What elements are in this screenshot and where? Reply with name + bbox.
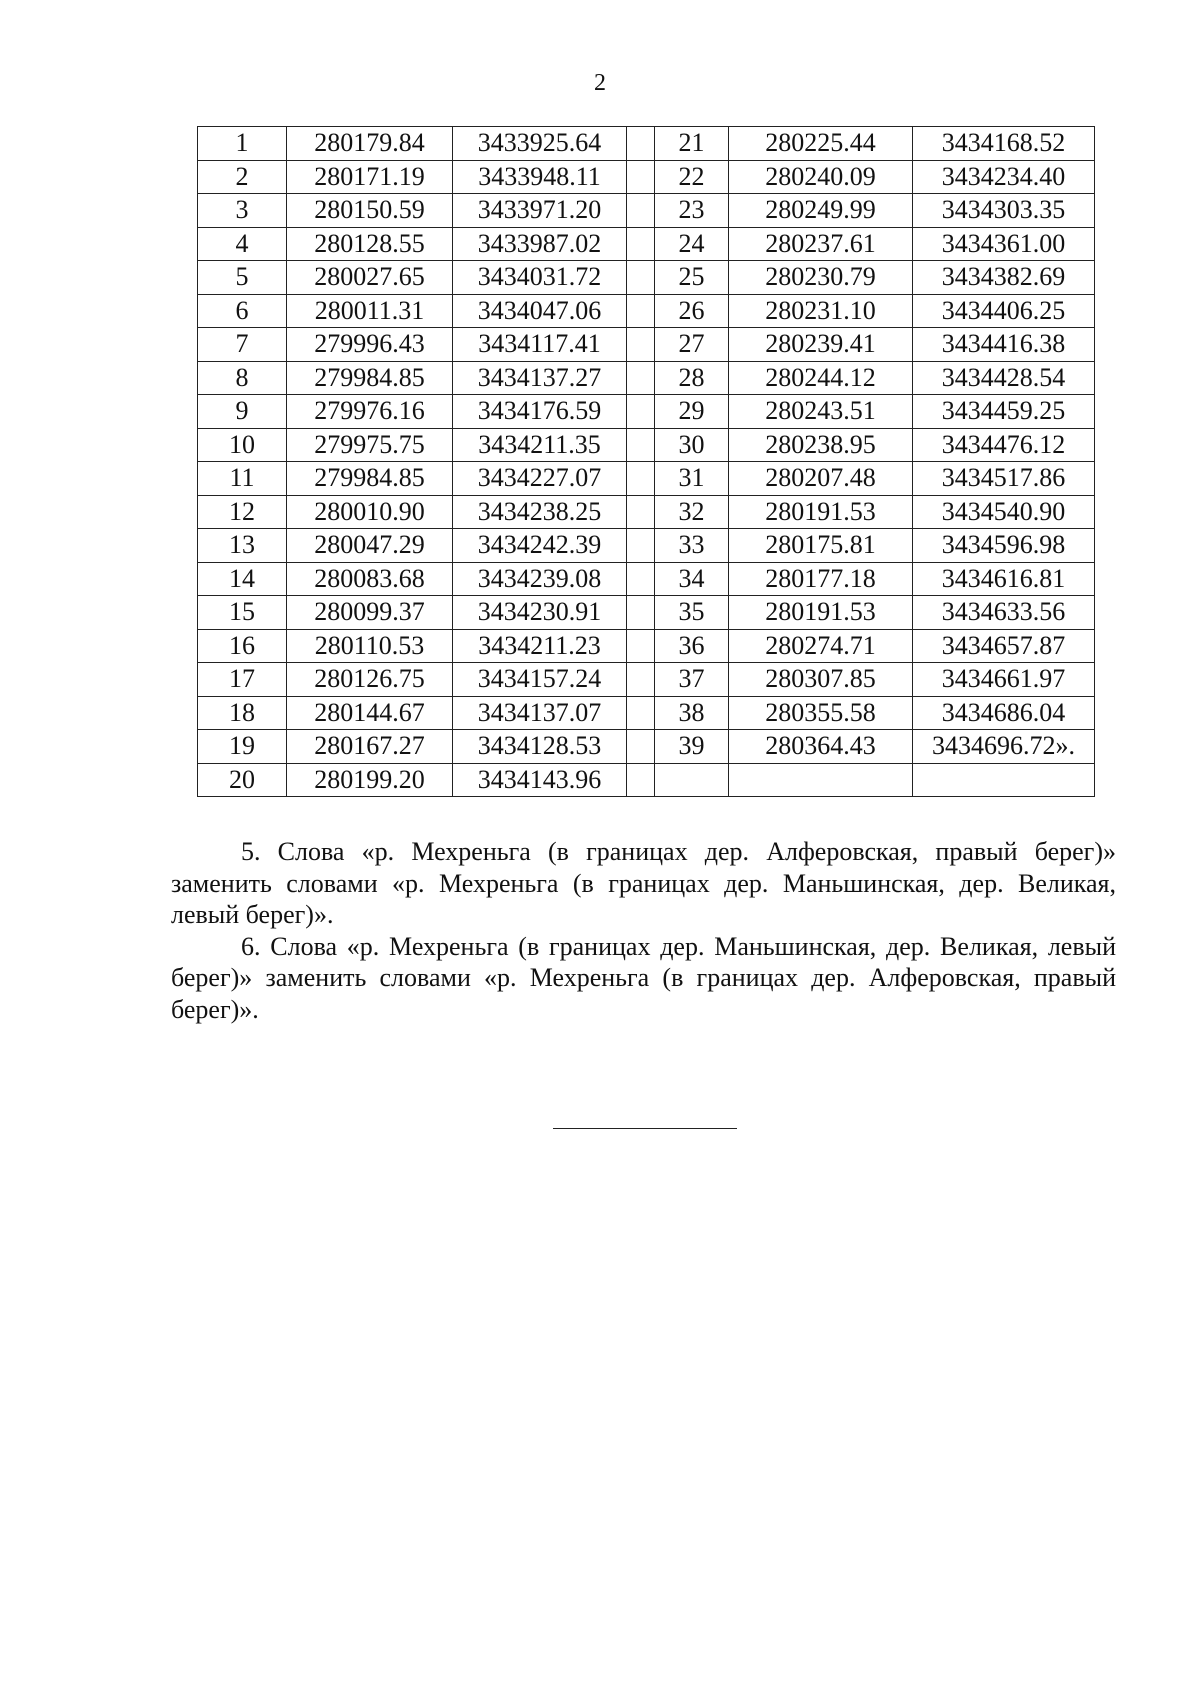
x-coordinate-cell: 280239.41 xyxy=(729,328,913,362)
point-number-cell: 4 xyxy=(198,227,287,261)
y-coordinate-cell: 3434242.39 xyxy=(453,529,627,563)
spacer-cell xyxy=(627,462,655,496)
spacer-cell xyxy=(627,763,655,797)
point-number-cell: 5 xyxy=(198,261,287,295)
x-coordinate-cell: 280191.53 xyxy=(729,495,913,529)
x-coordinate-cell: 280128.55 xyxy=(287,227,453,261)
x-coordinate-cell: 280243.51 xyxy=(729,395,913,429)
spacer-cell xyxy=(627,294,655,328)
point-number-cell xyxy=(655,763,729,797)
spacer-cell xyxy=(627,261,655,295)
table-row xyxy=(198,529,1095,563)
point-number-cell: 26 xyxy=(655,294,729,328)
x-coordinate-cell: 280177.18 xyxy=(729,562,913,596)
table-row xyxy=(198,763,1095,797)
point-number-cell: 31 xyxy=(655,462,729,496)
point-number-cell: 14 xyxy=(198,562,287,596)
x-coordinate-cell: 280110.53 xyxy=(287,629,453,663)
table-row xyxy=(198,696,1095,730)
y-coordinate-cell: 3434696.72». xyxy=(913,730,1095,764)
coordinates-table-body xyxy=(198,127,1095,797)
y-coordinate-cell: 3434143.96 xyxy=(453,763,627,797)
table-row xyxy=(198,194,1095,228)
point-number-cell: 33 xyxy=(655,529,729,563)
y-coordinate-cell: 3434382.69 xyxy=(913,261,1095,295)
point-number-cell: 9 xyxy=(198,395,287,429)
spacer-cell xyxy=(627,127,655,161)
table-row xyxy=(198,328,1095,362)
point-number-cell: 30 xyxy=(655,428,729,462)
table-row xyxy=(198,495,1095,529)
point-number-cell: 8 xyxy=(198,361,287,395)
spacer-cell xyxy=(627,596,655,630)
x-coordinate-cell: 280144.67 xyxy=(287,696,453,730)
x-coordinate-cell: 280231.10 xyxy=(729,294,913,328)
point-number-cell: 38 xyxy=(655,696,729,730)
point-number-cell: 13 xyxy=(198,529,287,563)
point-number-cell: 2 xyxy=(198,160,287,194)
y-coordinate-cell: 3434239.08 xyxy=(453,562,627,596)
y-coordinate-cell: 3434211.23 xyxy=(453,629,627,663)
y-coordinate-cell: 3434361.00 xyxy=(913,227,1095,261)
spacer-cell xyxy=(627,328,655,362)
point-number-cell: 36 xyxy=(655,629,729,663)
y-coordinate-cell: 3434137.27 xyxy=(453,361,627,395)
point-number-cell: 1 xyxy=(198,127,287,161)
x-coordinate-cell: 280307.85 xyxy=(729,663,913,697)
y-coordinate-cell: 3434459.25 xyxy=(913,395,1095,429)
table-row xyxy=(198,294,1095,328)
y-coordinate-cell: 3434230.91 xyxy=(453,596,627,630)
point-number-cell: 17 xyxy=(198,663,287,697)
page-number: 2 xyxy=(594,70,606,96)
y-coordinate-cell: 3434540.90 xyxy=(913,495,1095,529)
x-coordinate-cell: 280249.99 xyxy=(729,194,913,228)
point-number-cell: 34 xyxy=(655,562,729,596)
spacer-cell xyxy=(627,361,655,395)
y-coordinate-cell: 3434137.07 xyxy=(453,696,627,730)
table-row xyxy=(198,227,1095,261)
point-number-cell: 19 xyxy=(198,730,287,764)
spacer-cell xyxy=(627,227,655,261)
y-coordinate-cell: 3434168.52 xyxy=(913,127,1095,161)
y-coordinate-cell: 3434031.72 xyxy=(453,261,627,295)
y-coordinate-cell: 3434227.07 xyxy=(453,462,627,496)
y-coordinate-cell xyxy=(913,763,1095,797)
y-coordinate-cell: 3434596.98 xyxy=(913,529,1095,563)
table-row xyxy=(198,663,1095,697)
table-row xyxy=(198,596,1095,630)
x-coordinate-cell: 280207.48 xyxy=(729,462,913,496)
point-number-cell: 21 xyxy=(655,127,729,161)
x-coordinate-cell: 280191.53 xyxy=(729,596,913,630)
table-row xyxy=(198,562,1095,596)
y-coordinate-cell: 3433971.20 xyxy=(453,194,627,228)
spacer-cell xyxy=(627,696,655,730)
table-row xyxy=(198,361,1095,395)
y-coordinate-cell: 3434303.35 xyxy=(913,194,1095,228)
y-coordinate-cell: 3434616.81 xyxy=(913,562,1095,596)
spacer-cell xyxy=(627,529,655,563)
y-coordinate-cell: 3434428.54 xyxy=(913,361,1095,395)
point-number-cell: 18 xyxy=(198,696,287,730)
point-number-cell: 12 xyxy=(198,495,287,529)
x-coordinate-cell: 280199.20 xyxy=(287,763,453,797)
y-coordinate-cell: 3434047.06 xyxy=(453,294,627,328)
point-number-cell: 25 xyxy=(655,261,729,295)
x-coordinate-cell: 280244.12 xyxy=(729,361,913,395)
point-number-cell: 7 xyxy=(198,328,287,362)
x-coordinate-cell: 280237.61 xyxy=(729,227,913,261)
point-number-cell: 3 xyxy=(198,194,287,228)
point-number-cell: 23 xyxy=(655,194,729,228)
x-coordinate-cell: 280150.59 xyxy=(287,194,453,228)
x-coordinate-cell: 280179.84 xyxy=(287,127,453,161)
table-row xyxy=(198,127,1095,161)
spacer-cell xyxy=(627,730,655,764)
y-coordinate-cell: 3434238.25 xyxy=(453,495,627,529)
paragraph-5: 5. Слова «р. Мехреньга (в границах дер. Алферовская, правый берег)» заменить словами «р. Мехреньга (в границах дер. Маньшинская, дер. Великая, левый берег)». xyxy=(171,837,1116,929)
x-coordinate-cell: 280355.58 xyxy=(729,696,913,730)
x-coordinate-cell: 279976.16 xyxy=(287,395,453,429)
spacer-cell xyxy=(627,663,655,697)
x-coordinate-cell: 280171.19 xyxy=(287,160,453,194)
table-row xyxy=(198,395,1095,429)
spacer-cell xyxy=(627,395,655,429)
y-coordinate-cell: 3433987.02 xyxy=(453,227,627,261)
table-row xyxy=(198,629,1095,663)
x-coordinate-cell: 280083.68 xyxy=(287,562,453,596)
x-coordinate-cell: 279996.43 xyxy=(287,328,453,362)
coordinates-table xyxy=(197,126,1095,797)
x-coordinate-cell: 280274.71 xyxy=(729,629,913,663)
end-divider-line xyxy=(553,1128,737,1129)
point-number-cell: 6 xyxy=(198,294,287,328)
x-coordinate-cell: 280126.75 xyxy=(287,663,453,697)
table-row xyxy=(198,160,1095,194)
spacer-cell xyxy=(627,428,655,462)
point-number-cell: 37 xyxy=(655,663,729,697)
x-coordinate-cell: 280047.29 xyxy=(287,529,453,563)
x-coordinate-cell xyxy=(729,763,913,797)
point-number-cell: 16 xyxy=(198,629,287,663)
spacer-cell xyxy=(627,160,655,194)
x-coordinate-cell: 280027.65 xyxy=(287,261,453,295)
spacer-cell xyxy=(627,194,655,228)
y-coordinate-cell: 3433948.11 xyxy=(453,160,627,194)
x-coordinate-cell: 280238.95 xyxy=(729,428,913,462)
x-coordinate-cell: 280175.81 xyxy=(729,529,913,563)
x-coordinate-cell: 279984.85 xyxy=(287,462,453,496)
y-coordinate-cell: 3434176.59 xyxy=(453,395,627,429)
y-coordinate-cell: 3434211.35 xyxy=(453,428,627,462)
y-coordinate-cell: 3434657.87 xyxy=(913,629,1095,663)
point-number-cell: 15 xyxy=(198,596,287,630)
x-coordinate-cell: 280099.37 xyxy=(287,596,453,630)
y-coordinate-cell: 3434517.86 xyxy=(913,462,1095,496)
x-coordinate-cell: 280010.90 xyxy=(287,495,453,529)
y-coordinate-cell: 3433925.64 xyxy=(453,127,627,161)
table-row xyxy=(198,428,1095,462)
x-coordinate-cell: 279984.85 xyxy=(287,361,453,395)
paragraph-6: 6. Слова «р. Мехреньга (в границах дер. Маньшинская, дер. Великая, левый берег)» заменить словами «р. Мехреньга (в границах дер. Алферовская, правый берег)». xyxy=(171,931,1116,1024)
y-coordinate-cell: 3434117.41 xyxy=(453,328,627,362)
spacer-cell xyxy=(627,495,655,529)
point-number-cell: 39 xyxy=(655,730,729,764)
table-row xyxy=(198,261,1095,295)
y-coordinate-cell: 3434406.25 xyxy=(913,294,1095,328)
y-coordinate-cell: 3434661.97 xyxy=(913,663,1095,697)
point-number-cell: 10 xyxy=(198,428,287,462)
y-coordinate-cell: 3434416.38 xyxy=(913,328,1095,362)
y-coordinate-cell: 3434157.24 xyxy=(453,663,627,697)
spacer-cell xyxy=(627,562,655,596)
amendment-paragraphs xyxy=(171,836,1116,1025)
point-number-cell: 35 xyxy=(655,596,729,630)
y-coordinate-cell: 3434633.56 xyxy=(913,596,1095,630)
point-number-cell: 32 xyxy=(655,495,729,529)
point-number-cell: 24 xyxy=(655,227,729,261)
point-number-cell: 22 xyxy=(655,160,729,194)
point-number-cell: 27 xyxy=(655,328,729,362)
point-number-cell: 28 xyxy=(655,361,729,395)
y-coordinate-cell: 3434234.40 xyxy=(913,160,1095,194)
x-coordinate-cell: 280011.31 xyxy=(287,294,453,328)
y-coordinate-cell: 3434686.04 xyxy=(913,696,1095,730)
x-coordinate-cell: 280240.09 xyxy=(729,160,913,194)
table-row xyxy=(198,462,1095,496)
point-number-cell: 29 xyxy=(655,395,729,429)
table-row xyxy=(198,730,1095,764)
x-coordinate-cell: 280225.44 xyxy=(729,127,913,161)
point-number-cell: 20 xyxy=(198,763,287,797)
x-coordinate-cell: 279975.75 xyxy=(287,428,453,462)
x-coordinate-cell: 280364.43 xyxy=(729,730,913,764)
x-coordinate-cell: 280230.79 xyxy=(729,261,913,295)
point-number-cell: 11 xyxy=(198,462,287,496)
x-coordinate-cell: 280167.27 xyxy=(287,730,453,764)
spacer-cell xyxy=(627,629,655,663)
y-coordinate-cell: 3434476.12 xyxy=(913,428,1095,462)
y-coordinate-cell: 3434128.53 xyxy=(453,730,627,764)
